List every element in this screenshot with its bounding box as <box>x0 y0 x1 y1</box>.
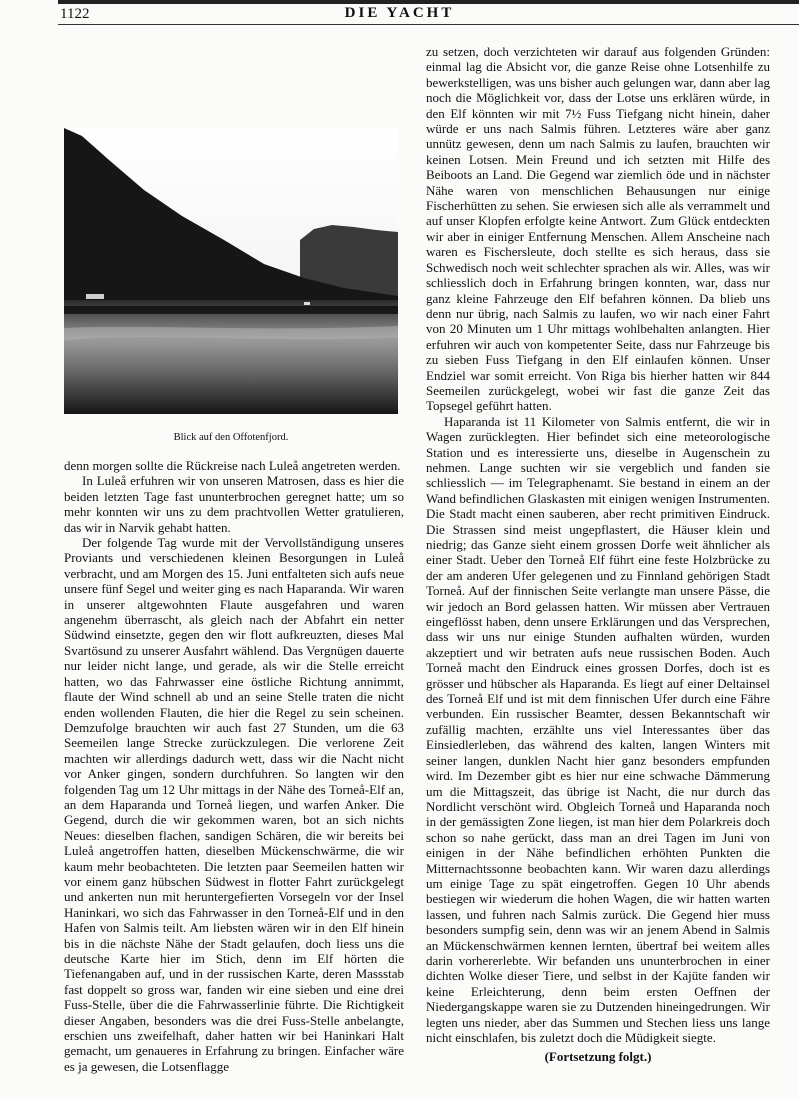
fjord-photo-illustration <box>64 128 398 414</box>
top-border <box>58 0 799 4</box>
paragraph: zu setzen, doch verzichteten wir darauf aus folgenden Gründen: einmal lag die Absicht vor, die ganze Reise ohne Lotsenhilfe zu bewerkstelligen, was uns bisher auch gelungen war, dann aber lag noch die Möglichkeit vor, dass der Lotse uns erklären würde, in den Elf könnten wir mit 7½ Fuss Tiefgang nicht hinein, daher würde er uns nach Salmis führen. Letzteres wäre aber ganz unnütz gewesen, denn um nach Salmis zu laufen, brauchten wir keinen Lotsen. Mein Freund und ich setzten mit Hilfe des Beiboots an Land. Die Gegend war ziemlich öde und in nächster Nähe waren von menschlichen Behausungen nur einige Fischerhütten zu sehen. Sie erwiesen sich alle als verrammelt und auf unser Klopfen erfolgte keine Antwort. Zum Glück entdeckten wir aber in einiger Entfernung Menschen. Allem Anscheine nach waren es Fischersleute, doch stellte es sich heraus, dass sie Schwedisch noch weit schlechter sprachen als wir. Alles, was wir schliesslich doch in Erfahrung bringen konnten, war, dass nur ganz kleine Fahrzeuge den Elf befahren können. Da blieb uns denn nur übrig, nach Salmis zu laufen, wo wir nach einer Fahrt von 20 Minuten um 1 Uhr mittags wohlbehalten anlangten. Hier erfuhren wir auch von kompetenter Seite, dass nur Fahrzeuge bis zu sieben Fuss Tiefgang in den Elf einlaufen können. Unser Endziel war somit erreicht. Von Riga bis hierher hatten wir 844 Seemeilen zurückgelegt, wobei wir fast die ganze Zeit das Topsegel geführt hatten. <box>426 44 770 414</box>
figure-caption: Blick auf den Offotenfjord. <box>173 432 289 443</box>
page-number: 1122 <box>60 6 90 22</box>
running-title: DIE YACHT <box>344 5 455 21</box>
header-rule <box>58 24 799 25</box>
continuation-note: (Fortsetzung folgt.) <box>544 1049 652 1065</box>
paragraph: Haparanda ist 11 Kilometer von Salmis entfernt, die wir in Wagen zurücklegten. Hier befindet sich eine meteorologische Station und es interessierte uns, dieselbe in Augenschein zu nehmen. Lange suchten wir sie vergeblich und fanden sie schliesslich — im Telegraphenamt. Sie bestand in einem an der Wand befindlichen Glaskasten mit einigen wenigen Instrumenten. Die Stadt macht einen sauberen, aber recht primitiven Eindruck. Die Strassen sind meist ungepflastert, die Häuser klein und niedrig; das Ganze sieht einem grossen Dorfe weit ähnlicher als einer Stadt. Ueber den Torneå Elf führt eine feste Holzbrücke zu der am anderen Ufer gelegenen und zu Finnland gehörigen Stadt Torneå. Auf der finnischen Seite verlangte man unsere Pässe, die wir jedoch an Bord gelassen hatten. Wir müssen aber Vertrauen eingeflösst haben, denn unsere Erklärungen und das Versprechen, dass wir uns nur einige Stunden aufhalten würden, wurden akzeptiert und wir betraten aufs neue russischen Boden. Auch Torneå macht den Eindruck eines grossen Dorfes, doch ist es grösser und hübscher als Haparanda. Es liegt auf einer Deltainsel des Torneå Elf und ist mit dem finnischen Ufer durch eine Fähre verbunden. Ein russischer Beamter, dessen Bekanntschaft wir zufällig machten, erzählte uns viel Interessantes über das Einsiedlerleben, das während des kalten, langen Winters mit seiner langen, dunklen Nacht hier ganz besonders empfunden wird. Im Dezember gibt es hier nur eine schwache Dämmerung um die Mittagszeit, das übrige ist Nacht, die nur durch das Nordlicht verschönt wird. Obgleich Torneå und Haparanda noch in der gemässigten Zone liegen, ist man hier dem Polarkreis doch schon so nahe gerückt, dass man an drei Tagen im Juni von einigen in der Nähe befindlichen erhöhten Punkten die Mitternachtssonne beobachten kann. Wir waren dazu allerdings um einige Tage zu spät eingetroffen. Gegen 10 Uhr abends bestiegen wir wiederum die hohen Wagen, die wir hatten warten lassen, und fuhren nach Salmis zurück. Die Gegend hier muss besonders sumpfig sein, denn was wir an jenem Abend in Salmis an Mückenschwärmen kennen lernten, übertraf bei weitem alles darin vorhererlebte. Wir befanden uns ununterbrochen in einer dichten Wolke dieser Tiere, und selbst in der Kajüte fanden wir keine Erleichterung, denn beim ersten Oeffnen der Niedergangskappe waren sie zu Dutzenden hineingedrungen. Wir legten uns nieder, aber das Summen und Stechen liess uns lange nicht einschlafen, bis zuletzt doch die Müdigkeit siegte. <box>426 413 770 1045</box>
fjord-photo <box>64 128 398 414</box>
paragraph: In Luleå erfuhren wir von unseren Matrosen, dass es hier die beiden letzten Tage fast ununterbrochen geregnet hatte; um so mehr konnten wir uns zu dem prachtvollen Wetter gratulieren, das wir in Narvik gehabt hatten. <box>64 473 404 535</box>
right-column <box>426 44 770 1065</box>
paragraph: denn morgen sollte die Rückreise nach Luleå angetreten werden. <box>64 458 401 473</box>
paragraph: Der folgende Tag wurde mit der Vervollständigung unseres Proviants und verschiedenen kleinen Besorgungen in Luleå verbracht, und am Morgen des 15. Juni entfalteten sich aufs neue unsere fünf Segel und weiter ging es nach Haparanda. Wir waren in unserer altgewohnten Flaute ausgefahren und waren angenehm überrascht, als gleich nach der Abfahrt ein netter Südwind einsetzte, gegen den wir flott aufkreuzten, dieses Mal Svartösund zu unserer Ausfahrt wählend. Das Vergnügen dauerte nur leider nicht lange, und gerade, als wir die Stelle erreicht hatten, wo das Fahrwasser eine östliche Richtung annimmt, flaute der Wind schnell ab und an seine Stelle traten die nicht enden wollenden Flauten, die hier die Regel zu sein scheinen. Demzufolge brauchten wir auch fast 27 Stunden, um die 63 Seemeilen lange Strecke zurückzulegen. Die verlorene Zeit machten wir allerdings dadurch wett, dass wir die Nacht nicht vor Anker gingen, sondern durchfuhren. So langten wir den folgenden Tag um 12 Uhr mittags in der Nähe des Torneå-Elf an, an dem Haparanda und Torneå liegen, und warfen Anker. Die Gegend, durch die wir gekommen waren, bot an sich nichts Neues: dieselben flachen, sandigen Schären, die wir bereits bei Luleå angetroffen hatten, dieselben Mückenschwärme, die wir kaum mehr beobachteten. Die letzten paar Seemeilen hatten wir vor einem ganz hübschen Südwest in flotter Fahrt zurückgelegt und ankerten nun mit heruntergefierten Vorsegeln vor der Insel Haninkari, wo sich das Fahrwasser in den Torneå-Elf und in den Hafen von Salmis teilt. Am liebsten wären wir in den Elf hinein bis in die nächste Nähe der Stadt gelaufen, doch liess uns die deutsche Karte hier im Stich, denn im Elf hörten die Tiefenangaben auf, und in der russischen Karte, deren Massstab fast doppelt so gross war, fanden wir eine sieben und eine drei Fuss-Stelle, über die die Fahrwasserlinie führte. Die Richtigkeit dieser Angaben, besonders was die drei Fuss-Stelle anbelangte, erschien uns zweifelhaft, daher hatten wir bei Haninkari Halt gemacht, um genaueres in Erfahrung zu bringen. Einfacher wäre es ja gewesen, die Lotsenflagge <box>64 535 404 1074</box>
left-column <box>64 458 404 1074</box>
